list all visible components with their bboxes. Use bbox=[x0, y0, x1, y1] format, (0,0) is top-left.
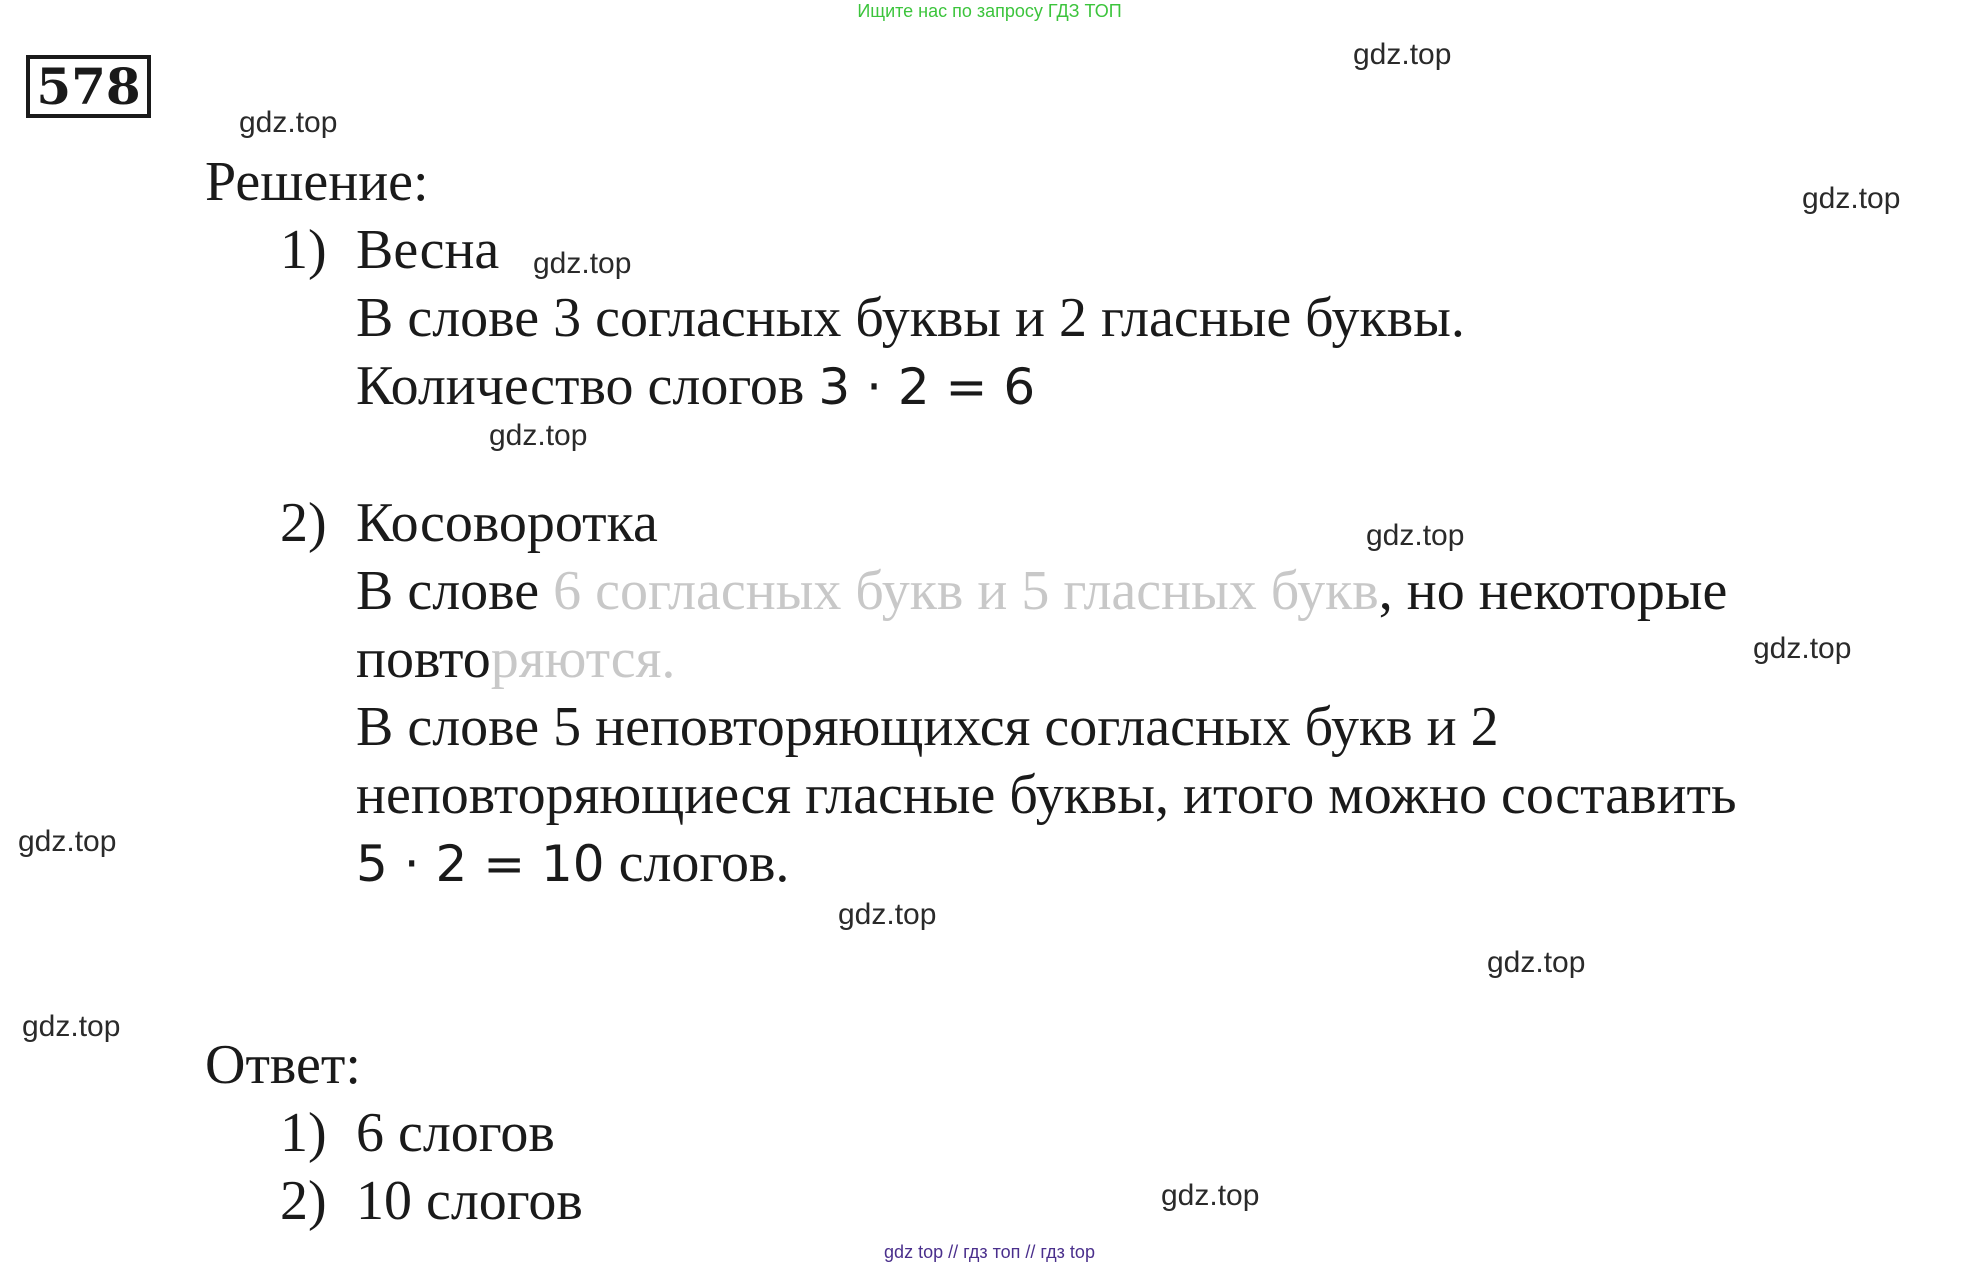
answer-2-number: 2) bbox=[280, 1170, 327, 1232]
item-1-line-2-math: 3 · 2 = 6 bbox=[818, 358, 1036, 416]
item-2-line-1 bbox=[356, 561, 1727, 621]
item-2-line-5 bbox=[356, 833, 789, 894]
solution-heading: Решение: bbox=[205, 151, 429, 213]
watermark: gdz.top bbox=[18, 825, 117, 858]
item-1-line-2-text: Количество слогов bbox=[356, 355, 819, 417]
answer-2-text: 10 слогов bbox=[356, 1170, 583, 1232]
item-1-word: Весна bbox=[356, 219, 500, 281]
item-2-word: Косоворотка bbox=[356, 492, 658, 554]
item-2-line-2 bbox=[356, 629, 675, 689]
item-2-line-1-c: , но некоторые bbox=[1378, 560, 1728, 622]
item-2-number: 2) bbox=[280, 492, 327, 554]
item-2-line-2-a: повто bbox=[356, 628, 491, 690]
watermark: gdz.top bbox=[489, 419, 588, 452]
item-1-number: 1) bbox=[280, 219, 327, 281]
watermark: gdz.top bbox=[1487, 946, 1586, 979]
footer-links: gdz top // гдз топ // гдз top bbox=[884, 1242, 1095, 1262]
item-2-line-5-math: 5 · 2 = 10 bbox=[356, 835, 605, 893]
item-2-line-1-b: 6 согласных букв и 5 гласных букв bbox=[553, 560, 1379, 622]
item-2-line-3: В слове 5 неповторяющихся согласных букв и 2 bbox=[356, 696, 1499, 758]
watermark: gdz.top bbox=[1353, 38, 1452, 71]
watermark: gdz.top bbox=[1161, 1179, 1260, 1212]
watermark: gdz.top bbox=[1753, 632, 1852, 665]
problem-number-box: 578 bbox=[26, 55, 151, 118]
item-2-line-5-text: слогов. bbox=[604, 832, 790, 894]
watermark: gdz.top bbox=[239, 106, 338, 139]
answer-1-number: 1) bbox=[280, 1102, 327, 1164]
top-banner: Ищите нас по запросу ГДЗ ТОП bbox=[857, 1, 1122, 21]
watermark: gdz.top bbox=[1366, 519, 1465, 552]
watermark: gdz.top bbox=[1802, 182, 1901, 215]
watermark: gdz.top bbox=[838, 898, 937, 931]
item-2-line-1-a: В слове bbox=[356, 560, 554, 622]
item-2-line-2-b: ряются. bbox=[490, 628, 676, 690]
answer-1-text: 6 слогов bbox=[356, 1102, 555, 1164]
item-2-line-4: неповторяющиеся гласные буквы, итого можно составить bbox=[356, 764, 1737, 826]
watermark: gdz.top bbox=[22, 1010, 121, 1043]
item-1-line-1: В слове 3 согласных буквы и 2 гласные буквы. bbox=[356, 287, 1465, 349]
watermark: gdz.top bbox=[533, 247, 632, 280]
answer-heading: Ответ: bbox=[205, 1034, 361, 1096]
item-1-line-2 bbox=[356, 356, 1035, 417]
